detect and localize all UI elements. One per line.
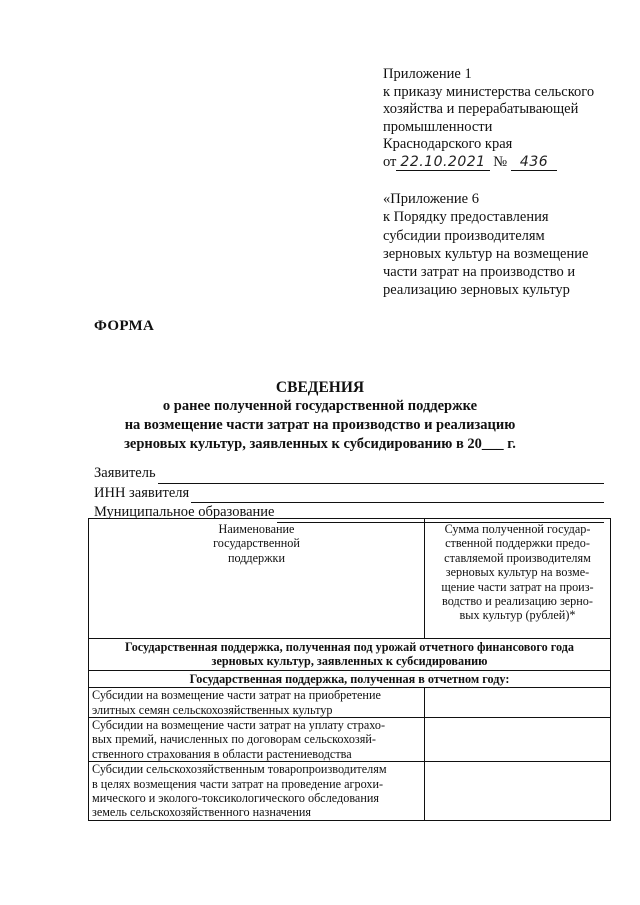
table-row <box>89 688 611 718</box>
section-line: зерновых культур, заявленных к субсидированию <box>211 654 488 669</box>
header-line: водство и реализацию зерно- <box>442 594 593 609</box>
appendix-6-line: субсидии производителям <box>383 227 545 244</box>
appendix-1-line: промышленности <box>383 118 493 135</box>
section-line: Государственная поддержка, полученная под урожай отчетного финансового года <box>125 640 574 654</box>
row-line: земель сельскохозяйственного назначения <box>92 805 311 820</box>
title-line: зерновых культур, заявленных к субсидированию в 20___ г. <box>124 436 516 452</box>
row-line: Субсидии на возмещение части затрат на приобретение <box>92 688 381 703</box>
form-label: ФОРМА <box>94 318 155 334</box>
applicant-fields <box>94 464 604 523</box>
appendix-1-line: к приказу министерства сельского <box>383 83 595 100</box>
header-line: вых культур (рублей)* <box>459 608 576 623</box>
amount-cell[interactable] <box>425 688 611 718</box>
header-line: ственной поддержки предо- <box>445 536 590 551</box>
row-elite-seeds <box>89 688 425 718</box>
appendix-6-line: части затрат на производство и <box>383 264 576 281</box>
document-title <box>60 378 580 454</box>
appendix-1-line: Приложение 1 <box>383 66 472 82</box>
row-insurance-premiums <box>89 718 425 762</box>
applicant-label: Заявитель <box>94 465 156 481</box>
inn-field[interactable] <box>94 484 604 504</box>
appendix-1-block <box>383 66 628 172</box>
section-reporting-year: Государственная поддержка, полученная в отчетном году: <box>89 670 611 687</box>
amount-cell[interactable] <box>425 718 611 762</box>
title-heading: СВЕДЕНИЯ <box>275 379 365 396</box>
row-line: мического и эколого-токсикологического обследования <box>92 791 379 806</box>
section-row <box>89 639 611 671</box>
title-line: о ранее полученной государственной поддержке <box>162 398 478 414</box>
inn-blank-line[interactable] <box>191 488 604 503</box>
row-line: ственного страхования в области растениеводства <box>92 746 352 761</box>
appendix-6-block <box>383 190 628 300</box>
title-line: на возмещение части затрат на производство и реализацию <box>124 417 516 433</box>
section-harvest-year <box>89 639 611 671</box>
amount-cell[interactable] <box>425 762 611 821</box>
header-line: щение части затрат на произ- <box>441 579 594 594</box>
appendix-6-line: к Порядку предоставления <box>383 209 549 226</box>
row-line: Субсидии на возмещение части затрат на уплату страхо- <box>92 718 386 733</box>
header-line: ставляемой производителям <box>444 550 591 565</box>
applicant-blank-line[interactable] <box>158 469 604 484</box>
row-line: элитных семян сельскохозяйственных культур <box>92 702 333 717</box>
appendix-6-line: «Приложение 6 <box>383 191 479 207</box>
section-row <box>89 670 611 687</box>
header-support-amount <box>425 519 611 639</box>
row-line: Субсидии сельскохозяйственным товаропроизводителям <box>92 762 387 777</box>
table-row <box>89 762 611 821</box>
appendix-1-line: хозяйства и перерабатывающей <box>383 101 579 118</box>
header-line: зерновых культур на возме- <box>445 565 590 580</box>
row-line: в целях возмещения части затрат на проведение агрохи- <box>92 776 384 791</box>
table-row <box>89 718 611 762</box>
header-support-name <box>89 519 425 639</box>
order-date-handwritten: 22.10.2021 <box>396 155 489 171</box>
row-agrochemical-survey <box>89 762 425 821</box>
order-line <box>383 154 628 172</box>
order-prefix: от <box>383 153 397 170</box>
support-table <box>88 518 611 821</box>
appendix-6-line: зерновых культур на возмещение <box>383 245 589 262</box>
table-header-row <box>89 519 611 639</box>
header-line: государственной <box>213 536 300 551</box>
order-number-label: № <box>493 153 508 170</box>
appendix-1-line: Краснодарского края <box>383 136 513 153</box>
municipality-label: Муниципальное образование <box>94 504 275 520</box>
applicant-field[interactable] <box>94 464 604 484</box>
header-line: поддержки <box>227 550 286 565</box>
appendix-6-line: реализацию зерновых культур <box>383 282 570 299</box>
order-number-handwritten: 436 <box>511 155 557 171</box>
row-line: вых премий, начисленных по договорам сельскохозяй- <box>92 732 376 747</box>
inn-label: ИНН заявителя <box>94 484 190 501</box>
header-line: Сумма полученной государ- <box>444 522 591 536</box>
header-line: Наименование <box>218 522 295 536</box>
